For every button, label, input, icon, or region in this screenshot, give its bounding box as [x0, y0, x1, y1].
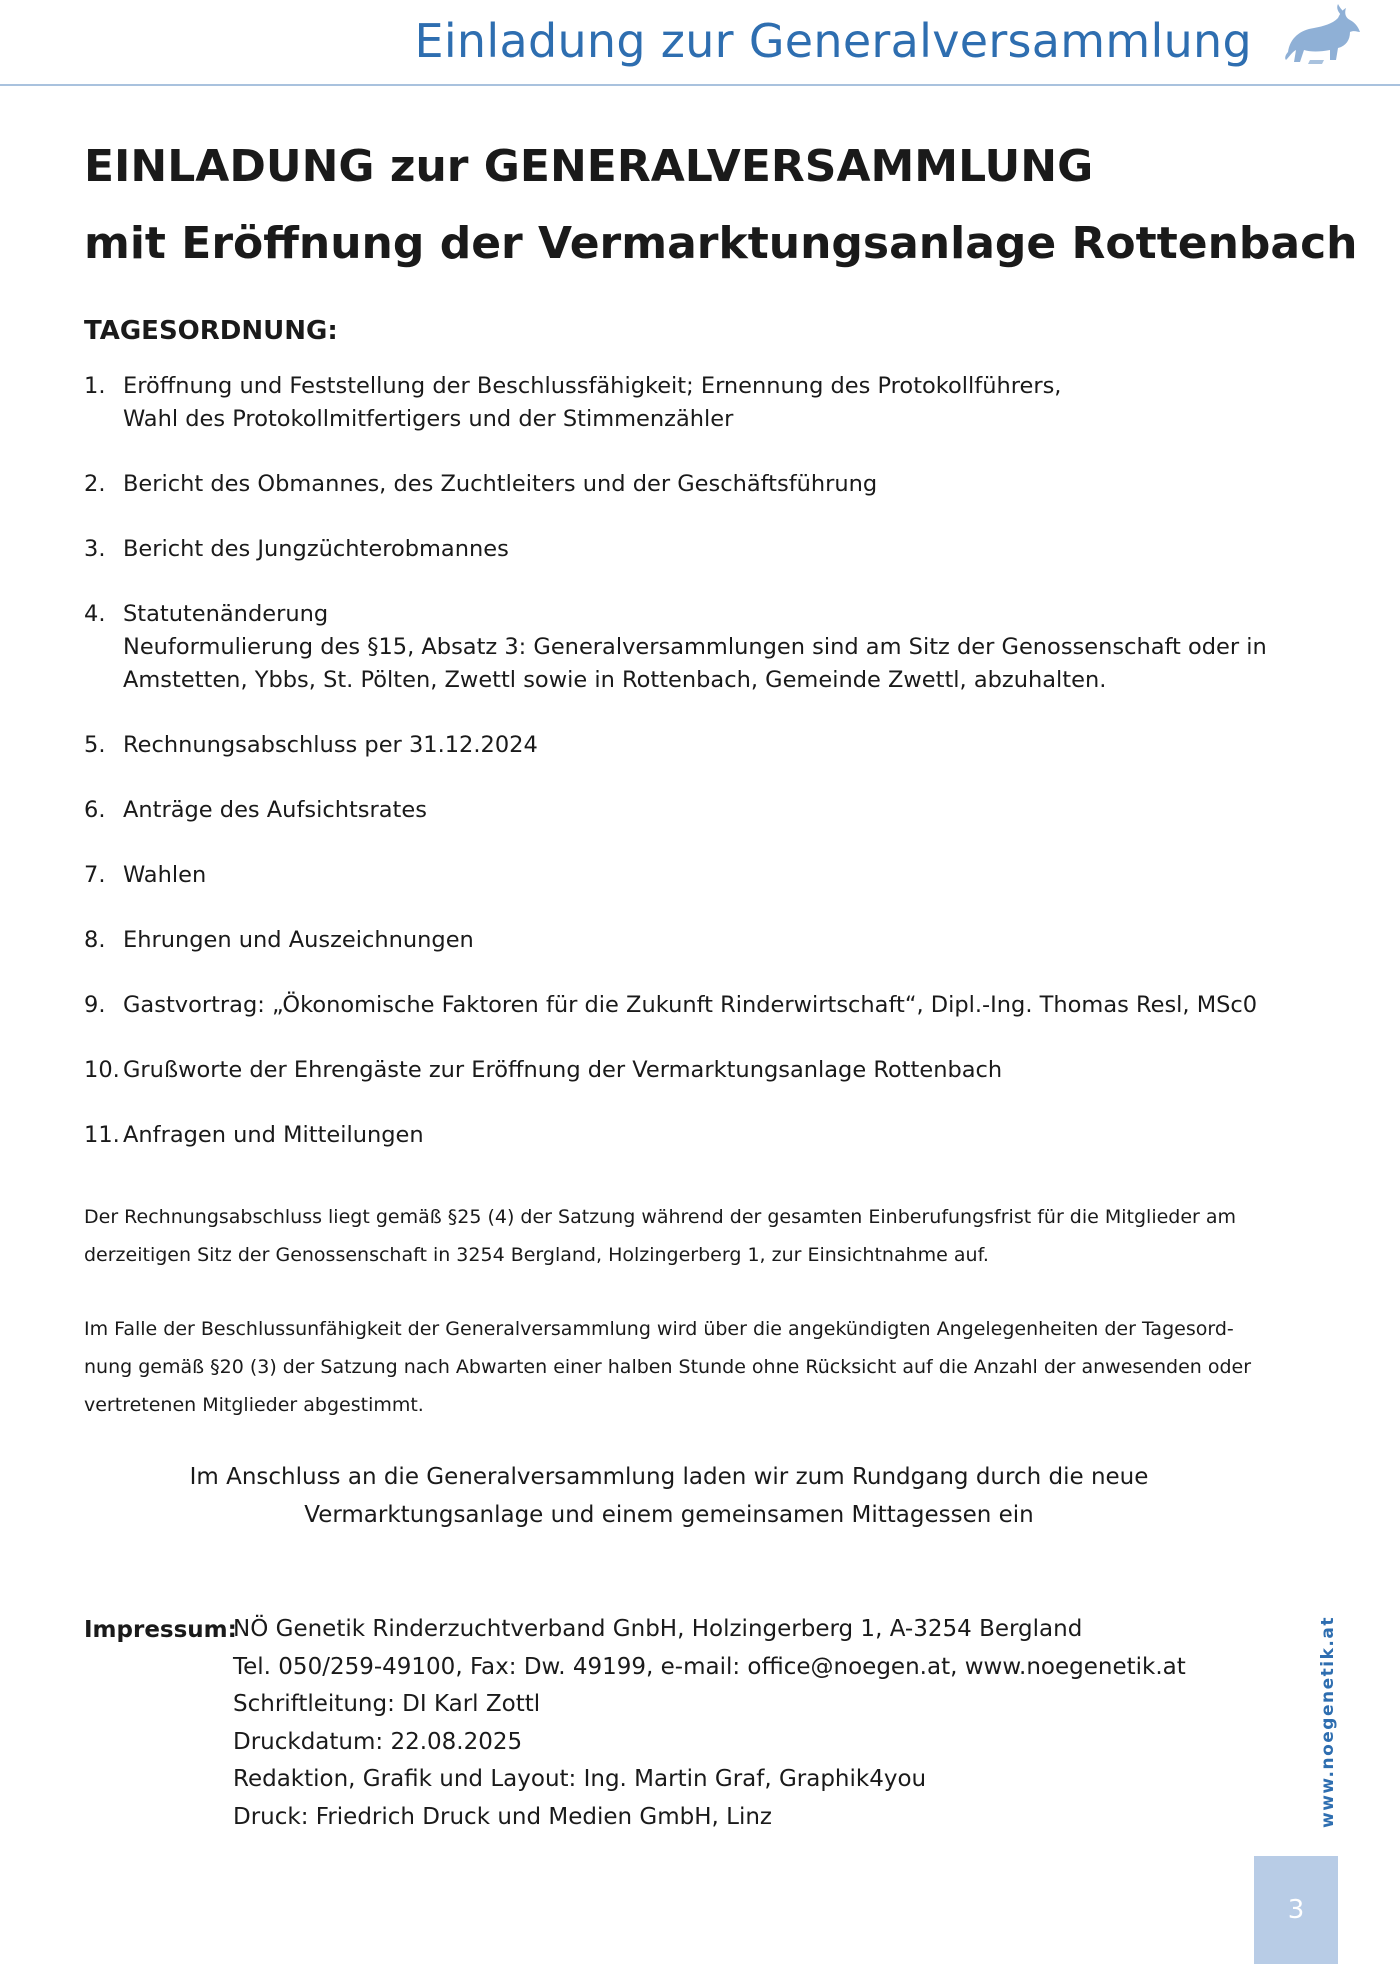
agenda-item-text: Bericht des Jungzüchterobmannes: [123, 536, 509, 562]
agenda-heading: TAGESORDNUNG:: [84, 316, 338, 346]
agenda-item: [84, 533, 1284, 566]
agenda-item-number: 4.: [84, 601, 106, 627]
agenda-item-text: Statutenänderung: [123, 601, 329, 627]
header-rule: [0, 84, 1400, 86]
agenda-item-text: Wahl des Protokollmitfertigers und der Stimmenzähler: [123, 406, 734, 432]
agenda-item-number: 11.: [84, 1122, 120, 1148]
agenda-item: [84, 468, 1284, 501]
paragraph-line: Der Rechnungsabschluss liegt gemäß §25 (4) der Satzung während der gesamten Einberufungsfrist für die Mitglieder am: [84, 1206, 1237, 1228]
agenda-item-text: Wahlen: [123, 862, 207, 888]
agenda-item-number: 9.: [84, 992, 106, 1018]
closing-invitation: [84, 1458, 1254, 1534]
title-line-1: EINLADUNG zur GENERALVERSAMMLUNG: [84, 141, 1094, 192]
impressum-line: Schriftleitung: DI Karl Zottl: [233, 1691, 541, 1718]
agenda-item-text: Anträge des Aufsichtsrates: [123, 797, 427, 823]
impressum-line: NÖ Genetik Rinderzuchtverband GnbH, Holzingerberg 1, A-3254 Bergland: [233, 1616, 1083, 1642]
agenda-item-number: 2.: [84, 471, 106, 497]
agenda-item-text: Rechnungsabschluss per 31.12.2024: [123, 732, 538, 758]
agenda-item-text: Gastvortrag: „Ökonomische Faktoren für die Zukunft Rinderwirtschaft“, Dipl.-Ing. Thomas Resl, MSc0: [123, 992, 1258, 1018]
agenda-item: [84, 598, 1284, 697]
page-number: 3: [1254, 1856, 1338, 1964]
impressum-line: Druckdatum: 22.08.2025: [233, 1728, 523, 1755]
paragraph-line: nung gemäß §20 (3) der Satzung nach Abwarten einer halben Stunde ohne Rücksicht auf die Anzahl der anwesenden oder: [84, 1356, 1252, 1378]
title-line-2: mit Eröffnung der Vermarktungsanlage Rottenbach: [84, 218, 1358, 269]
header-title: Einladung zur Generalversammlung: [414, 14, 1252, 68]
closing-line: Im Anschluss an die Generalversammlung laden wir zum Rundgang durch die neue: [189, 1464, 1149, 1490]
agenda-item-number: 8.: [84, 927, 106, 953]
side-website-url: www.noegenetik.at: [1318, 1616, 1338, 1828]
impressum-line: Tel. 050/259-49100, Fax: Dw. 49199, e-mail: office@noegen.at, www.noegenetik.at: [233, 1653, 1186, 1680]
agenda-item-number: 3.: [84, 536, 106, 562]
agenda-item-number: 5.: [84, 732, 106, 758]
paragraph-line: derzeitigen Sitz der Genossenschaft in 3254 Bergland, Holzingerberg 1, zur Einsichtnahme auf.: [84, 1244, 989, 1266]
agenda-item-number: 6.: [84, 797, 106, 823]
closing-line: Vermarktungsanlage und einem gemeinsamen Mittagessen ein: [304, 1502, 1034, 1528]
paragraph-line: vertretenen Mitglieder abgestimmt.: [84, 1394, 424, 1416]
agenda-item: [84, 794, 1284, 827]
agenda-item-text: Neuformulierung des §15, Absatz 3: Generalversammlungen sind am Sitz der Genossenschaft oder in: [123, 634, 1267, 660]
bull-icon: [1280, 2, 1364, 68]
financial-statement-note: [84, 1198, 1264, 1274]
agenda-item: [84, 370, 1284, 436]
agenda-item: [84, 1119, 1284, 1152]
agenda-item-number: 7.: [84, 862, 106, 888]
agenda-item-text: Bericht des Obmannes, des Zuchtleiters und der Geschäftsführung: [123, 471, 878, 497]
agenda-item-text: Eröffnung und Feststellung der Beschlussfähigkeit; Ernennung des Protokollführers,: [123, 373, 1062, 399]
agenda-item-text: Ehrungen und Auszeichnungen: [123, 927, 474, 953]
agenda-item-text: Anfragen und Mitteilungen: [123, 1122, 424, 1148]
impressum-line: Druck: Friedrich Druck und Medien GmbH, Linz: [233, 1803, 773, 1830]
agenda-item: [84, 859, 1284, 892]
agenda-item: [84, 924, 1284, 957]
agenda-item-number: 1.: [84, 373, 106, 399]
agenda-item-text: Amstetten, Ybbs, St. Pölten, Zwettl sowie in Rottenbach, Gemeinde Zwettl, abzuhalten.: [123, 667, 1107, 693]
agenda-item: [84, 989, 1284, 1022]
impressum-block: [233, 1611, 1186, 1837]
impressum-label: Impressum:: [84, 1617, 237, 1643]
agenda-item: [84, 1054, 1284, 1087]
agenda-item: [84, 729, 1284, 762]
quorum-note: [84, 1310, 1264, 1424]
impressum-line: Redaktion, Grafik und Layout: Ing. Martin Graf, Graphik4you: [233, 1766, 927, 1793]
paragraph-line: Im Falle der Beschlussunfähigkeit der Generalversammlung wird über die angekündigten Angelegenheiten der Tagesord-: [84, 1318, 1234, 1340]
agenda-list: [84, 370, 1284, 1184]
agenda-item-number: 10.: [84, 1057, 120, 1083]
agenda-item-text: Grußworte der Ehrengäste zur Eröffnung der Vermarktungsanlage Rottenbach: [123, 1057, 1003, 1083]
page-title: [84, 128, 1358, 282]
